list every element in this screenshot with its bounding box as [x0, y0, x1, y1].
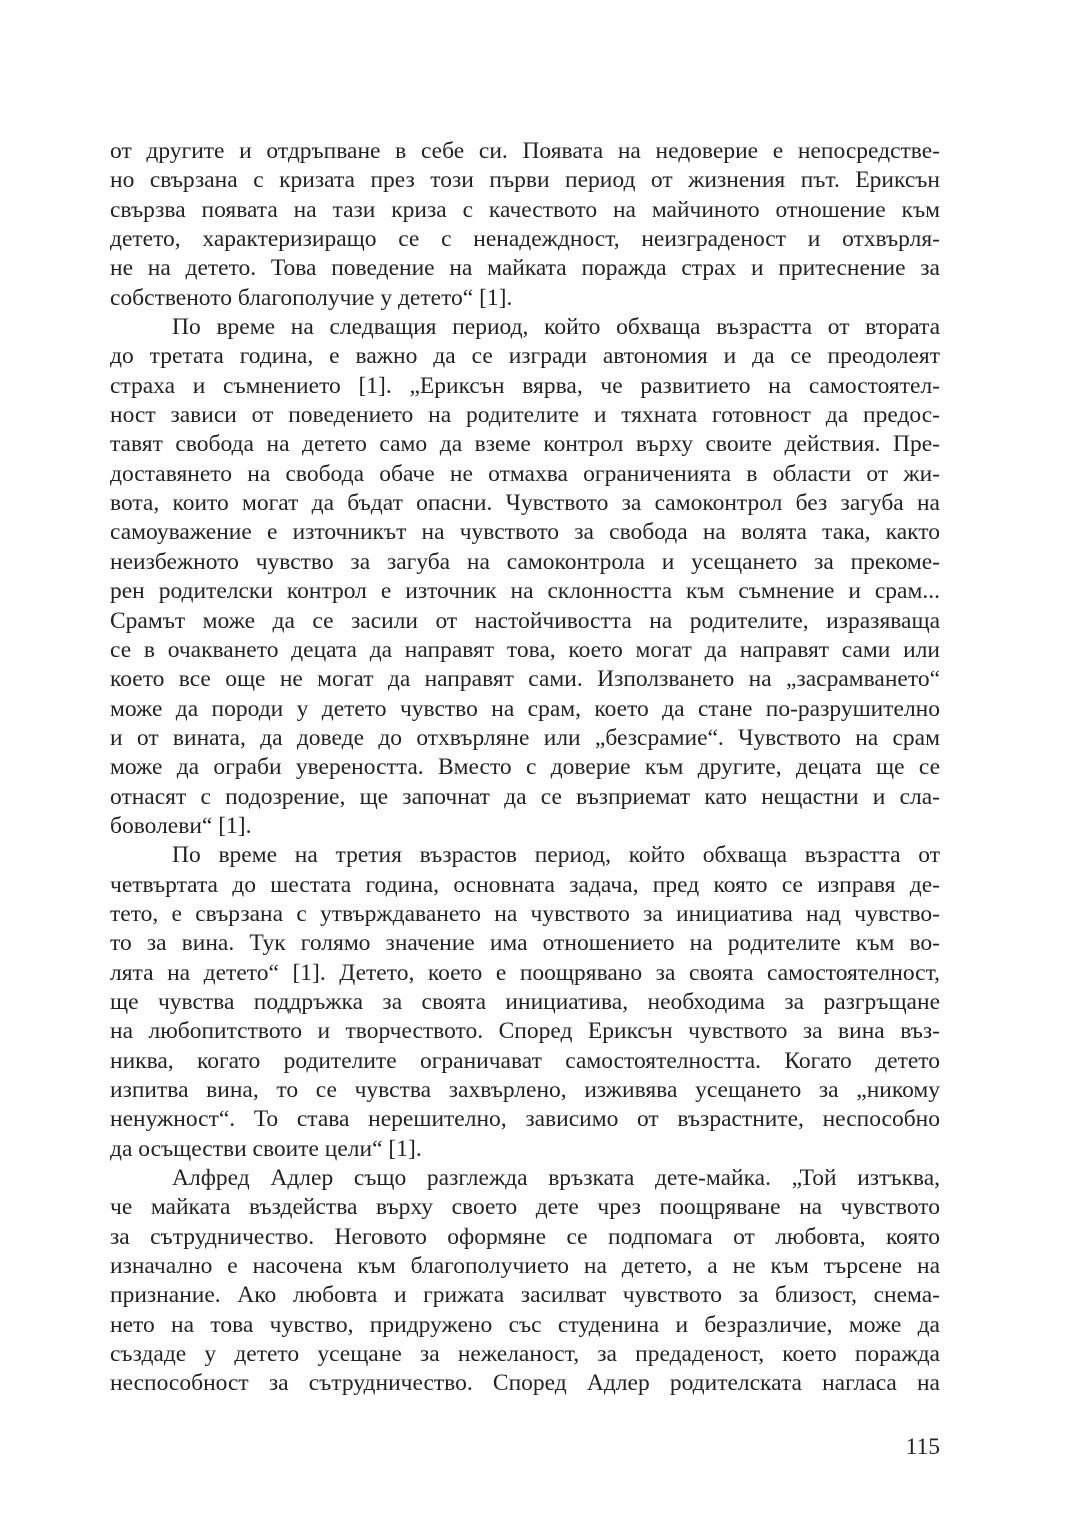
text-line: рен родителски контрол е източник на склонността към съмнение и срам... [110, 578, 940, 605]
text-line: никва, когато родителите ограничават самостоятелността. Когато детето [110, 1047, 940, 1074]
text-line: то за вина. Тук голямо значение има отношението на родителите към во- [110, 930, 940, 957]
text-line: не на детето. Това поведение на майката поражда страх и притеснение за [110, 255, 940, 282]
text-line: лята на детето“ [1]. Детето, което е поощрявано за своята самостоятелност, [110, 959, 940, 986]
text-line: и от вината, да доведе до отхвърляне или „безсрамие“. Чувството на срам [110, 724, 940, 751]
text-line: страха и съмнението [1]. „Ериксън вярва, че развитието на самостоятел- [110, 372, 940, 399]
text-line: може да ограби увереността. Вместо с доверие към другите, децата ще се [110, 754, 940, 781]
paragraph [110, 137, 940, 313]
text-line: но свързана с кризата през този първи период от жизнения път. Ериксън [110, 167, 940, 194]
text-line: доставянето на свобода обаче не отмахва ограниченията в области от жи- [110, 460, 940, 487]
text-line: нето на това чувство, придружено със студенина и безразличие, може да [110, 1311, 940, 1338]
text-line: По време на следващия период, който обхваща възрастта от втората [172, 314, 940, 341]
text-line: отнасят с подозрение, ще започнат да се възприемат като нещастни и сла- [110, 783, 940, 810]
paragraph [110, 841, 940, 1164]
text-line: По време на третия възрастов период, който обхваща възрастта от [172, 842, 940, 869]
text-line: което все още не могат да направят сами. Използването на „засрамването“ [110, 666, 940, 693]
text-line: Срамът може да се засили от настойчивостта на родителите, изразяваща [110, 607, 940, 634]
text-line: вота, които могат да бъдат опасни. Чувството за самоконтрол без загуба на [110, 490, 940, 517]
text-line: детето, характеризиращо се с ненадеждност, неизграденост и отхвърля- [110, 226, 940, 253]
text-line: собственото благополучие у детето“ [1]. [110, 284, 513, 311]
paragraph [110, 1164, 940, 1399]
text-line: създаде у детето усещане за нежеланост, за предаденост, което поражда [110, 1341, 940, 1368]
text-line: боволеви“ [1]. [110, 812, 252, 839]
body-text [110, 137, 940, 1399]
text-line: ност зависи от поведението на родителите и тяхната готовност да предос- [110, 402, 940, 429]
text-line: свързва появата на тази криза с качеството на майчиното отношение към [110, 196, 940, 223]
text-line: от другите и отдръпване в себе си. Появата на недоверие е непосредстве- [110, 138, 940, 164]
text-line: изначално е насочена към благополучието на детето, а не към търсене на [110, 1253, 940, 1280]
text-line: тавят свобода на детето само да вземе контрол върху своите действия. Пре- [110, 431, 940, 458]
text-line: Алфред Адлер също разглежда връзката дете-майка. „Той изтъква, [172, 1165, 940, 1192]
text-line: че майката въздейства върху своето дете чрез поощряване на чувството [110, 1194, 940, 1221]
text-line: четвъртата до шестата година, основната задача, пред която се изправя де- [110, 871, 940, 898]
text-line: ненужност“. То става нерешително, зависимо от възрастните, неспособно [110, 1106, 940, 1133]
text-line: неизбежното чувство за загуба на самоконтрола и усещането за прекоме- [110, 548, 940, 575]
text-line: тето, е свързана с утвърждаването на чувството за инициатива над чувство- [110, 900, 940, 927]
text-line: се в очакването децата да направят това, което могат да направят сами или [110, 636, 940, 663]
paragraph [110, 313, 940, 841]
text-line: ще чувства поддръжка за своята инициатива, необходима за разгръщане [110, 988, 940, 1015]
text-line: до третата година, е важно да се изгради автономия и да се преодолеят [110, 343, 940, 370]
text-line: на любопитството и творчеството. Според Ериксън чувството за вина въз- [110, 1018, 940, 1045]
text-line: за сътрудничество. Неговото оформяне се подпомага от любовта, която [110, 1223, 940, 1250]
text-line: може да породи у детето чувство на срам, което да стане по-разрушително [110, 695, 940, 722]
text-line: неспособност за сътрудничество. Според Адлер родителската нагласа на [110, 1370, 940, 1397]
text-line: самоуважение е източникът на чувството за свобода на волята така, както [110, 519, 940, 546]
text-line: изпитва вина, то се чувства захвърлено, изживява усещането за „никому [110, 1077, 940, 1103]
page-number: 115 [905, 1434, 940, 1460]
text-line: да осъществи своите цели“ [1]. [110, 1135, 422, 1162]
text-line: признание. Ако любовта и грижата засилват чувството за близост, снема- [110, 1282, 940, 1309]
